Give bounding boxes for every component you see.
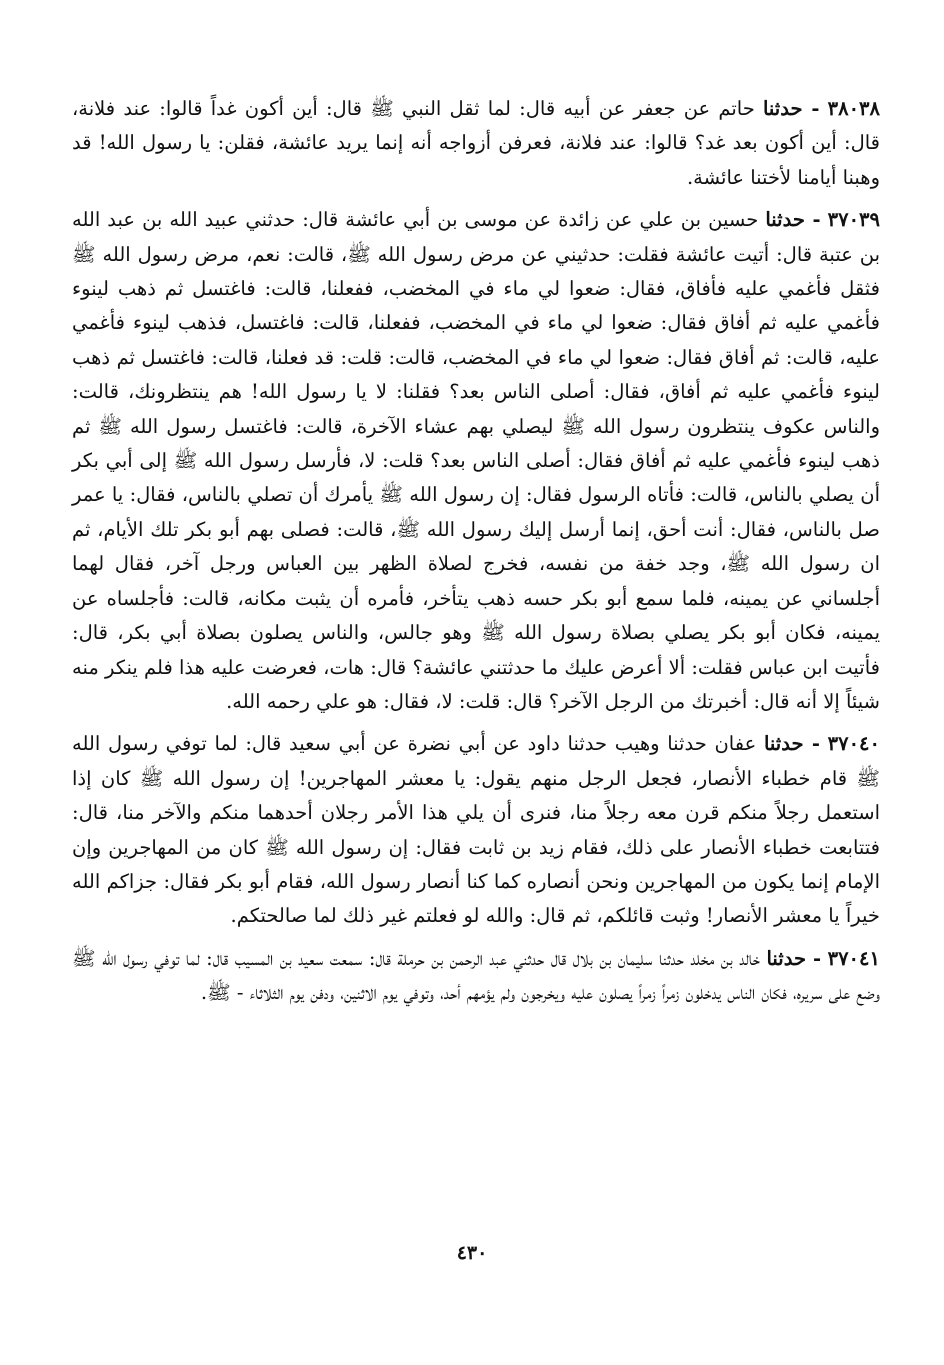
hadith-37041 xyxy=(72,942,880,1011)
hadith-text: حاتم عن جعفر عن أبيه قال: لما ثقل النبي ﷺ قال: أين أكون غداً قالوا: عند فلانة، قال: أين أكون بعد غد؟ قالوا: عند فلانة، فعرفن أزواجه أنه إنما يريد عائشة، فقلن: يا رسول الله! قد وهبنا أيامنا لأختنا عائشة. xyxy=(72,97,880,189)
page-number: ٤٣٠ xyxy=(456,1242,488,1264)
hadith-lead-word: حدثنا xyxy=(763,732,804,756)
hadith-lead: - حدثنا xyxy=(765,208,821,232)
hadith-38038 xyxy=(72,92,880,195)
hadith-lead: - حدثنا xyxy=(763,732,820,756)
hadith-lead-word: حدثنا xyxy=(762,97,803,120)
hadith-number: ٣٧٠٤١ xyxy=(827,946,880,970)
hadith-text: حسين بن علي عن زائدة عن موسى بن أبي عائشة قال: حدثني عبيد الله بن عبد الله بن عتبة قال: أتيت عائشة فقلت: حدثيني عن مرض رسول الله ﷺ، قالت: نعم، مرض رسول الله ﷺ فثقل فأغمي عليه فأفاق، فقال: ضعوا لي ماء في المخضب، ففعلنا، قالت: فاغتسل ثم ذهب لينوء فأغمي عليه ثم أفاق فقال: ضعوا لي ماء في المخضب، ففعلنا، قالت: فاغتسل، فذهب لينوء فأغمي عليه، قالت: ثم أفاق فقال: ضعوا لي ماء في المخضب، قالت: قلت: قد فعلنا، قالت: فاغتسل ثم ذهب لينوء فأغمي عليه ثم أفاق، فقال: أصلى الناس بعد؟ فقلنا: لا يا رسول الله! هم ينتظرونك، قالت: والناس عكوف ينتظرون رسول الله ﷺ ليصلي بهم عشاء الآخرة، قالت: فاغتسل رسول الله ﷺ ثم ذهب لينوء فأغمي عليه ثم أفاق فقال: أصلى الناس بعد؟ قلت: لا، فأرسل رسول الله ﷺ إلى أبي بكر أن يصلي بالناس، قالت: فأتاه الرسول فقال: إن رسول الله ﷺ يأمرك أن تصلي بالناس، فقال: يا عمر صل بالناس، فقال: أنت أحق، إنما أرسل إليك رسول الله ﷺ، قالت: فصلى بهم أبو بكر تلك الأيام، ثم ان رسول الله ﷺ، وجد خفة من نفسه، فخرج لصلاة الظهر بين العباس ورجل آخر، فقال لهما أجلساني عن يمينه، فلما سمع أبو بكر حسه ذهب يتأخر، فأمره أن يثبت مكانه، قالت: فأجلساه عن يمينه، فكان أبو بكر يصلي بصلاة رسول الله ﷺ وهو جالس، والناس يصلون بصلاة أبي بكر، قال: فأتيت ابن عباس فقلت: ألا أعرض عليك ما حدثتني عائشة؟ قال: هات، فعرضت عليه هذا فلم ينكر منه شيئاً إلا أنه قال: أخبرتك من الرجل الآخر؟ قال: قلت: لا، فقال: هو علي رحمه الله. xyxy=(72,208,880,713)
page-body xyxy=(72,92,880,1019)
hadith-lead-word: حدثنا xyxy=(766,946,807,970)
hadith-37040 xyxy=(72,727,880,933)
hadith-number: ٣٧٠٣٩ xyxy=(827,208,880,232)
hadith-lead-word: حدثنا xyxy=(765,208,805,232)
hadith-text: خالد بن مخلد حدثنا سليمان بن بلال قال حدثني عبد الرحمن بن حرملة قال: سمعت سعيد بن المسيب قال: لما توفي رسول الله ﷺ وضع على سريره، فكان الناس يدخلون زمراً زمراً يصلون عليه ويخرجون ولم يؤمهم أحد، وتوفي يوم الاثنين، ودفن يوم الثلاثاء - ﷺ. xyxy=(72,946,880,1005)
hadith-lead: - حدثنا xyxy=(766,946,822,970)
hadith-text: عفان حدثنا وهيب حدثنا داود عن أبي نضرة عن أبي سعيد قال: لما توفي رسول الله ﷺ قام خطباء الأنصار، فجعل الرجل منهم يقول: يا معشر المهاجرين! إن رسول الله ﷺ كان إذا استعمل رجلاً منكم قرن معه رجلاً منا، فنرى أن يلي هذا الأمر رجلان أحدهما منكم والآخر منا، قال: فتتابعت خطباء الأنصار على ذلك، فقام زيد بن ثابت فقال: إن رسول الله ﷺ كان من المهاجرين وإن الإمام إنما يكون من المهاجرين ونحن أنصاره كما كنا أنصار رسول الله، فقام أبو بكر فقال: جزاكم الله خيراً يا معشر الأنصار! وثبت قائلكم، ثم قال: والله لو فعلتم غير ذلك لما صالحتكم. xyxy=(72,732,880,928)
hadith-number: ٣٨٠٣٨ xyxy=(827,97,880,120)
hadith-37039 xyxy=(72,203,880,719)
hadith-number: ٣٧٠٤٠ xyxy=(827,732,881,756)
hadith-lead: - حدثنا xyxy=(762,97,820,120)
